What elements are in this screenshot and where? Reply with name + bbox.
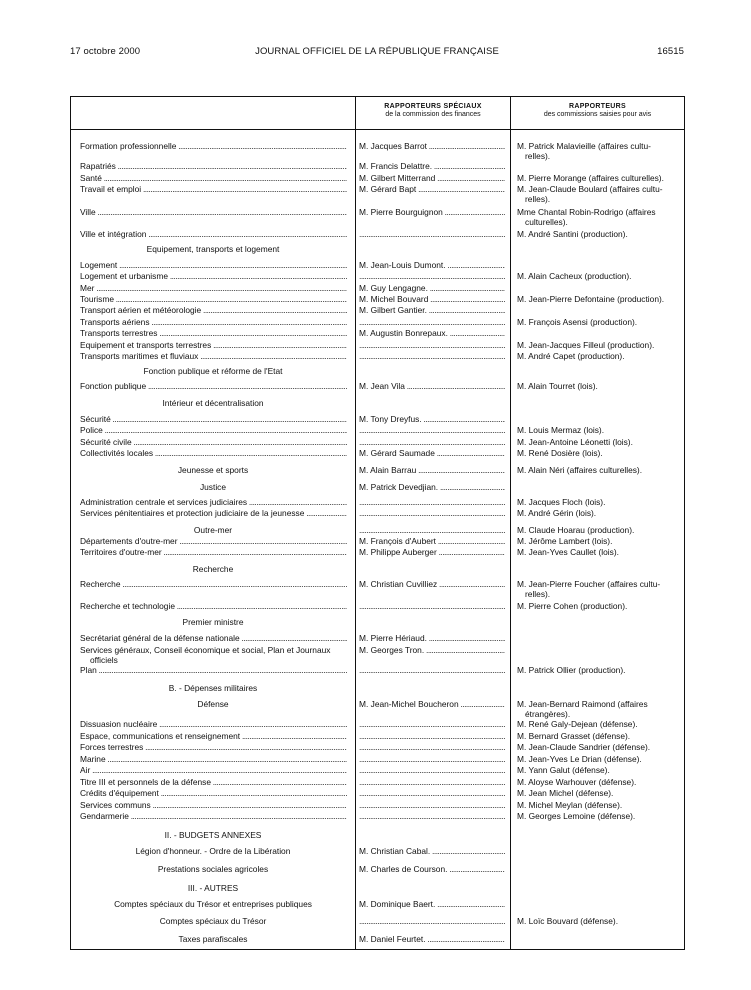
rapporteur-avis-line: culturelles).	[525, 217, 568, 227]
rapporteur-special	[359, 788, 505, 798]
rapporteur-avis-line: M. Jérôme Lambert (lois).	[517, 536, 613, 546]
table-row	[71, 448, 684, 459]
budget-item-label: Sécurité .....	[80, 414, 347, 424]
page-header	[70, 46, 684, 60]
rapporteur-avis-line: M. Pierre Cohen (production).	[517, 601, 628, 611]
rapporteur-avis-line: M. Louis Mermaz (lois).	[517, 425, 605, 435]
section-title: Comptes spéciaux du Trésor	[159, 916, 267, 926]
rapporteur-special: M. Georges Tron. .....	[359, 645, 505, 655]
rapporteur-avis	[517, 497, 679, 507]
rapporteur-special	[359, 800, 505, 810]
rapporteur-avis	[517, 437, 679, 447]
table-row	[71, 260, 684, 271]
budget-item-label: Ville .....	[80, 207, 347, 217]
budget-item-label: Recherche et technologie .....	[80, 601, 347, 611]
budget-item-label: Collectivités locales .....	[80, 448, 347, 458]
table-row	[71, 305, 684, 316]
rapporteur-avis	[517, 173, 679, 183]
rapporteur-avis	[517, 800, 679, 810]
rapporteur-avis-line: relles).	[525, 589, 551, 599]
rapporteur-avis	[517, 184, 679, 204]
rapporteur-special	[359, 340, 505, 350]
section-title: Prestations sociales agricoles	[157, 864, 269, 874]
rapporteur-avis	[517, 579, 679, 599]
rapporteur-avis	[517, 425, 679, 435]
table-row	[71, 497, 684, 508]
rapporteur-special	[359, 754, 505, 764]
rapporteur-avis-line: M. André Gérin (lois).	[517, 508, 597, 518]
rapporteur-special: M. Dominique Baert. .....	[359, 899, 505, 909]
budget-item-label: Crédits d'équipement .....	[80, 788, 347, 798]
rapporteur-special	[359, 731, 505, 741]
table-row	[71, 645, 684, 665]
rapporteur-special: M. Gérard Saumade .....	[359, 448, 505, 458]
header-date: 17 octobre 2000	[70, 46, 141, 57]
rapporteur-avis-line: M. Jean-Claude Boulard (affaires cultu-	[517, 184, 663, 194]
rapporteur-special: M. Patrick Devedjian. .....	[359, 482, 505, 492]
rapporteur-avis-line: M. Pierre Morange (affaires culturelles).	[517, 173, 664, 183]
table-row	[71, 351, 684, 362]
rapporteur-avis	[517, 777, 679, 787]
section-title: Fonction publique et réforme de l'Etat	[143, 366, 283, 376]
rapporteur-avis	[517, 731, 679, 741]
rapporteur-avis-line: M. Jean-Claude Sandrier (défense).	[517, 742, 651, 752]
table-row	[71, 765, 684, 776]
section-heading	[71, 564, 684, 575]
table-row	[71, 184, 684, 204]
rapporteur-avis-line: étrangères).	[525, 709, 571, 719]
budget-item-label: Administration centrale et services judiciaires .....	[80, 497, 347, 507]
rapporteur-avis-line: M. Jean-Jacques Filleul (production).	[517, 340, 655, 350]
rapporteur-avis-line: relles).	[525, 194, 551, 204]
rapporteur-special	[359, 916, 505, 926]
table-row	[71, 381, 684, 392]
table-row	[71, 283, 684, 294]
rapporteur-avis	[517, 788, 679, 798]
rapporteur-avis-line: M. Jean-Pierre Foucher (affaires cultu-	[517, 579, 661, 589]
table-row	[71, 731, 684, 742]
rapporteur-avis-line: M. François Asensi (production).	[517, 317, 638, 327]
column-header-rapporteurs-speciaux: RAPPORTEURS SPÉCIAUX de la commission des finances	[384, 103, 482, 118]
section-title: B. - Dépenses militaires	[168, 683, 258, 693]
rapporteur-avis-line: Mme Chantal Robin-Rodrigo (affaires	[517, 207, 656, 217]
section-heading	[71, 617, 684, 628]
budget-item-label: Fonction publique .....	[80, 381, 347, 391]
table-row	[71, 525, 684, 536]
rapporteur-avis	[517, 294, 679, 304]
table-row	[71, 916, 684, 927]
budget-item-label	[80, 645, 347, 665]
rapporteur-avis-line: M. Georges Lemoine (défense).	[517, 811, 636, 821]
rapporteur-avis-line: relles).	[525, 151, 551, 161]
budget-item-label: Secrétariat général de la défense nationale .....	[80, 633, 347, 643]
table-row	[71, 328, 684, 339]
rapporteur-avis	[517, 229, 679, 239]
rapporteur-avis-line: M. Alain Néri (affaires culturelles).	[517, 465, 643, 475]
label-line: Services généraux, Conseil économique et social, Plan et Journaux	[80, 645, 331, 655]
budget-item-label: Services pénitentiaires et protection judiciaire de la jeunesse .....	[80, 508, 347, 518]
rapporteur-special: M. Philippe Auberger .....	[359, 547, 505, 557]
rapporteur-special: M. Gérard Bapt .....	[359, 184, 505, 194]
section-heading	[71, 883, 684, 894]
budget-item-label: Santé .....	[80, 173, 347, 183]
rapporteur-avis	[517, 811, 679, 821]
rapporteur-special: M. Francis Delattre. .....	[359, 161, 505, 171]
section-title: III. - AUTRES	[187, 883, 239, 893]
rapporteur-special: M. Jean-Louis Dumont. .....	[359, 260, 505, 270]
table-row	[71, 811, 684, 822]
table-row	[71, 271, 684, 282]
section-title: Outre-mer	[193, 525, 233, 535]
rapporteur-avis	[517, 271, 679, 281]
budget-item-label: Espace, communications et renseignement .....	[80, 731, 347, 741]
rapporteur-avis	[517, 381, 679, 391]
table-row	[71, 633, 684, 644]
budget-item-label: Mer .....	[80, 283, 347, 293]
rapporteur-special	[359, 525, 505, 535]
section-title: II. - BUDGETS ANNEXES	[164, 830, 262, 840]
rapporteur-avis	[517, 448, 679, 458]
section-title: Intérieur et décentralisation	[162, 398, 264, 408]
rapporteur-avis-line: M. Yann Galut (défense).	[517, 765, 610, 775]
rapporteur-special	[359, 497, 505, 507]
rapporteur-avis	[517, 351, 679, 361]
rapporteur-special: M. Christian Cabal. .....	[359, 846, 505, 856]
rapporteur-special: M. Guy Lengagne. .....	[359, 283, 505, 293]
table-row	[71, 437, 684, 448]
rapporteur-special: M. Gilbert Gantier. .....	[359, 305, 505, 315]
table-row	[71, 482, 684, 493]
budget-item-label: Air .....	[80, 765, 347, 775]
budget-item-label: Plan .....	[80, 665, 347, 675]
header-journal-title: JOURNAL OFFICIEL DE LA RÉPUBLIQUE FRANÇAISE	[255, 46, 499, 57]
section-title: Légion d'honneur. - Ordre de la Libération	[135, 846, 291, 856]
rapporteur-special	[359, 665, 505, 675]
rapporteur-avis-line: M. Jean-Yves Caullet (lois).	[517, 547, 619, 557]
table-row	[71, 579, 684, 599]
rapporteur-avis-line: M. René Dosière (lois).	[517, 448, 603, 458]
table-row	[71, 508, 684, 519]
rapporteur-avis	[517, 536, 679, 546]
table-row	[71, 742, 684, 753]
section-title: Equipement, transports et logement	[146, 244, 280, 254]
rapporteur-special	[359, 719, 505, 729]
table-row	[71, 800, 684, 811]
table-row	[71, 846, 684, 857]
table-row	[71, 161, 684, 172]
rapporteur-avis	[517, 340, 679, 350]
rapporteur-avis-line: M. Jean-Antoine Léonetti (lois).	[517, 437, 633, 447]
table-row	[71, 141, 684, 161]
table-row	[71, 425, 684, 436]
rapporteur-avis	[517, 719, 679, 729]
table-row	[71, 340, 684, 351]
rapporteur-special: M. Jacques Barrot .....	[359, 141, 505, 151]
rapporteur-avis-line: M. Bernard Grasset (défense).	[517, 731, 631, 741]
rapporteur-avis-line: M. Aloyse Warhouver (défense).	[517, 777, 637, 787]
rapporteur-avis	[517, 742, 679, 752]
rapporteur-avis-line: M. Loïc Bouvard (défense).	[517, 916, 619, 926]
table-row	[71, 864, 684, 875]
rapporteur-special: M. Pierre Bourguignon .....	[359, 207, 505, 217]
budget-item-label: Transports maritimes et fluviaux .....	[80, 351, 347, 361]
budget-item-label: Sécurité civile .....	[80, 437, 347, 447]
budget-item-label: Services communs .....	[80, 800, 347, 810]
rapporteur-special	[359, 317, 505, 327]
budget-item-label: Dissuasion nucléaire .....	[80, 719, 347, 729]
table-row	[71, 788, 684, 799]
rapporteur-special	[359, 425, 505, 435]
rapporteur-avis-line: M. Patrick Malavieille (affaires cultu-	[517, 141, 651, 151]
rapporteur-avis	[517, 754, 679, 764]
table-row	[71, 465, 684, 476]
section-heading	[71, 683, 684, 694]
rapporteur-special: M. Tony Dreyfus. .....	[359, 414, 505, 424]
rapporteur-avis-line: M. Patrick Ollier (production).	[517, 665, 626, 675]
rapporteur-special	[359, 765, 505, 775]
rapporteur-special	[359, 601, 505, 611]
rapporteur-special	[359, 437, 505, 447]
column-header-rapporteurs-avis: RAPPORTEURS des commissions saisies pour avis	[543, 103, 652, 118]
header-divider	[71, 129, 684, 130]
rapporteur-special: M. Alain Barrau .....	[359, 465, 505, 475]
section-title: Premier ministre	[182, 617, 244, 627]
rapporteur-avis	[517, 916, 679, 926]
rapporteur-avis	[517, 465, 679, 475]
rapporteur-avis-line: M. Jean-Bernard Raimond (affaires	[517, 699, 648, 709]
rapporteur-special	[359, 271, 505, 281]
budget-item-label: Logement .....	[80, 260, 347, 270]
table-row	[71, 601, 684, 612]
table-row	[71, 699, 684, 719]
rapporteur-avis	[517, 765, 679, 775]
table-row	[71, 665, 684, 676]
budget-item-label: Forces terrestres .....	[80, 742, 347, 752]
table-row	[71, 536, 684, 547]
rapporteur-special	[359, 777, 505, 787]
section-heading	[71, 398, 684, 409]
budget-item-label: Rapatriés .....	[80, 161, 347, 171]
budget-item-label: Gendarmerie .....	[80, 811, 347, 821]
table-row	[71, 719, 684, 730]
table-row	[71, 229, 684, 240]
rapporteur-special: M. Jean Vila .....	[359, 381, 505, 391]
section-heading	[71, 830, 684, 841]
rapporteur-special: M. Daniel Feurtet. .....	[359, 934, 505, 944]
table-row	[71, 934, 684, 945]
table-row	[71, 777, 684, 788]
header-page-number: 16515	[657, 46, 684, 57]
table-row	[71, 317, 684, 328]
section-title: Taxes parafiscales	[178, 934, 248, 944]
budget-item-label: Transport aérien et météorologie .....	[80, 305, 347, 315]
rapporteur-avis	[517, 601, 679, 611]
rapporteur-avis	[517, 525, 679, 535]
section-title: Défense	[197, 699, 229, 709]
rapporteur-special: M. Michel Bouvard .....	[359, 294, 505, 304]
rapporteur-special	[359, 508, 505, 518]
rapporteurs-table	[70, 96, 685, 950]
table-row	[71, 547, 684, 558]
rapporteur-avis-line: M. René Galy-Dejean (défense).	[517, 719, 638, 729]
rapporteur-special: M. Augustin Bonrepaux. .....	[359, 328, 505, 338]
table-row	[71, 414, 684, 425]
budget-item-label: Equipement et transports terrestres .....	[80, 340, 347, 350]
rapporteur-special: M. François d'Aubert .....	[359, 536, 505, 546]
rapporteur-avis-line: M. Alain Cacheux (production).	[517, 271, 632, 281]
rapporteur-avis-line: M. André Capet (production).	[517, 351, 625, 361]
section-title: Comptes spéciaux du Trésor et entreprises publiques	[114, 899, 312, 909]
budget-item-label: Recherche .....	[80, 579, 347, 589]
section-title: Jeunesse et sports	[177, 465, 249, 475]
label-line: officiels	[90, 655, 118, 665]
rapporteur-avis-line: M. Jean-Yves Le Drian (défense).	[517, 754, 642, 764]
rapporteur-avis-line: M. Alain Tourret (lois).	[517, 381, 598, 391]
table-row	[71, 207, 684, 227]
section-title: Recherche	[192, 564, 234, 574]
rapporteur-avis-line: M. André Santini (production).	[517, 229, 628, 239]
budget-item-label: Tourisme .....	[80, 294, 347, 304]
rapporteur-avis-line: M. Michel Meylan (défense).	[517, 800, 623, 810]
rapporteur-special	[359, 811, 505, 821]
rapporteur-special: M. Charles de Courson. .....	[359, 864, 505, 874]
budget-item-label: Transports aériens .....	[80, 317, 347, 327]
rapporteur-avis	[517, 317, 679, 327]
rapporteur-special	[359, 351, 505, 361]
rapporteur-avis-line: M. Claude Hoarau (production).	[517, 525, 635, 535]
rapporteur-avis-line: M. Jacques Floch (lois).	[517, 497, 606, 507]
section-heading	[71, 366, 684, 377]
budget-item-label: Marine .....	[80, 754, 347, 764]
rapporteur-special: M. Pierre Hériaud. .....	[359, 633, 505, 643]
table-row	[71, 294, 684, 305]
rapporteur-avis	[517, 665, 679, 675]
budget-item-label: Titre III et personnels de la défense .....	[80, 777, 347, 787]
rapporteur-special	[359, 229, 505, 239]
rapporteur-avis	[517, 141, 679, 161]
rapporteur-avis-line: M. Jean Michel (défense).	[517, 788, 614, 798]
rapporteur-avis	[517, 207, 679, 227]
rapporteur-avis-line: M. Jean-Pierre Defontaine (production).	[517, 294, 665, 304]
rapporteur-special: M. Christian Cuvilliez .....	[359, 579, 505, 589]
budget-item-label: Transports terrestres .....	[80, 328, 347, 338]
budget-item-label: Départements d'outre-mer .....	[80, 536, 347, 546]
budget-item-label: Travail et emploi .....	[80, 184, 347, 194]
table-row	[71, 754, 684, 765]
budget-item-label: Logement et urbanisme .....	[80, 271, 347, 281]
rapporteur-special	[359, 742, 505, 752]
rapporteur-avis	[517, 508, 679, 518]
rapporteur-special: M. Jean-Michel Boucheron .....	[359, 699, 505, 709]
table-row	[71, 173, 684, 184]
section-title: Justice	[199, 482, 227, 492]
budget-item-label: Territoires d'outre-mer .....	[80, 547, 347, 557]
budget-item-label: Formation professionnelle .....	[80, 141, 347, 151]
table-row	[71, 899, 684, 910]
rapporteur-avis	[517, 547, 679, 557]
budget-item-label: Police .....	[80, 425, 347, 435]
rapporteur-special: M. Gilbert Mitterrand .....	[359, 173, 505, 183]
section-heading	[71, 244, 684, 255]
rapporteur-avis	[517, 699, 679, 719]
budget-item-label: Ville et intégration .....	[80, 229, 347, 239]
